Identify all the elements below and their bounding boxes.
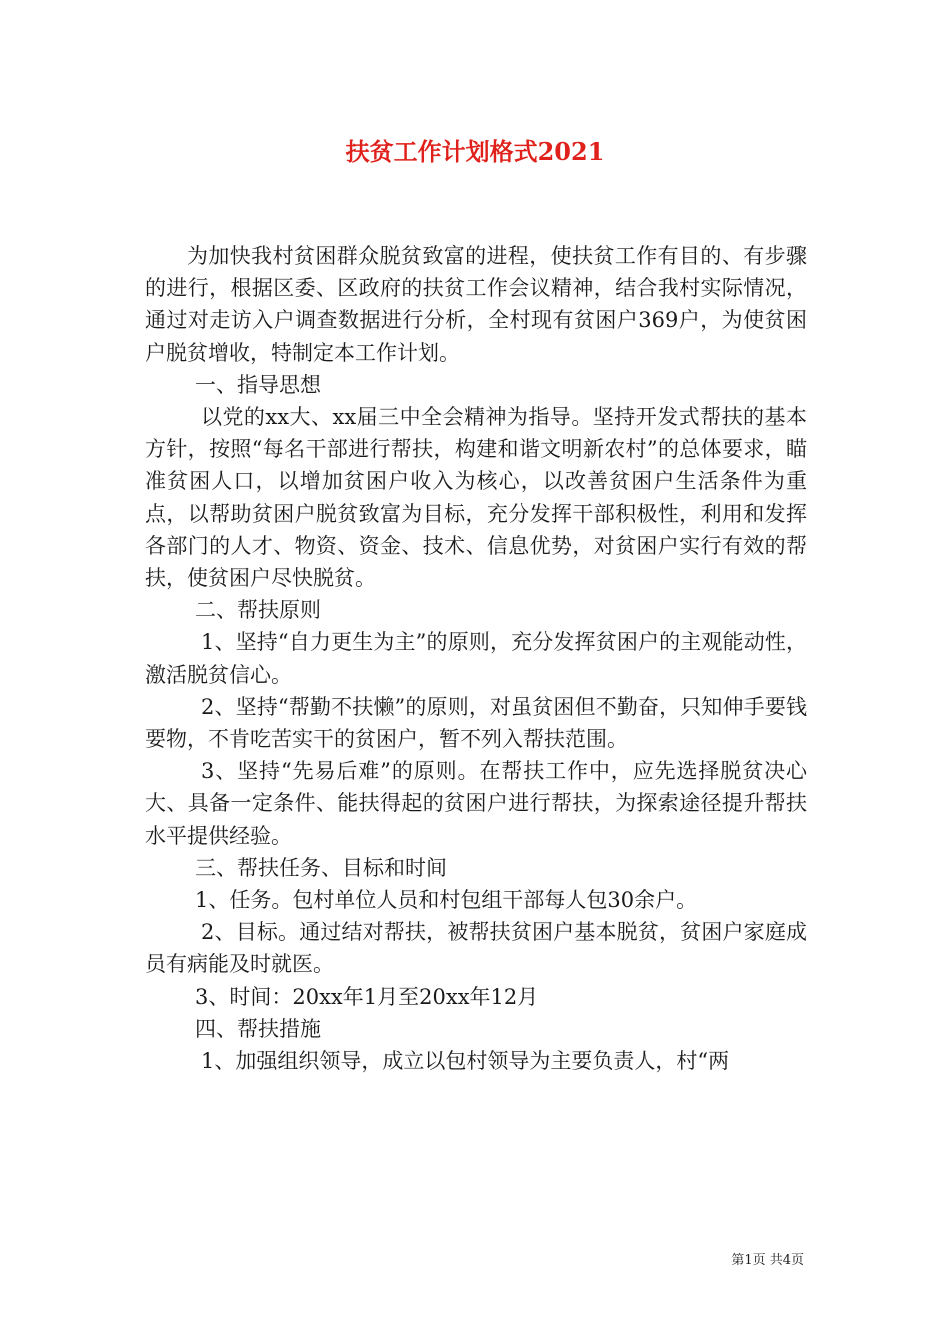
principle-item-1: 1、坚持“自力更生为主”的原则，充分发挥贫困户的主观能动性，激活脱贫信心。 <box>145 630 807 687</box>
task-item-2: 2、目标。通过结对帮扶，被帮扶贫困户基本脱贫，贫困户家庭成员有病能及时就医。 <box>145 920 807 977</box>
principle-item-3: 3、坚持“先易后难”的原则。在帮扶工作中，应先选择脱贫决心大、具备一定条件、能扶得起的贫困户进行帮扶，为探索途径提升帮扶水平提供经验。 <box>145 759 807 848</box>
principle-item-2: 2、坚持“帮勤不扶懒”的原则，对虽贫困但不勤奋，只知伸手要钱要物，不肯吃苦实干的贫困户，暂不列入帮扶范围。 <box>145 694 807 752</box>
measure-item-1: 1、加强组织领导，成立以包村领导为主要负责人，村“两 <box>201 1049 730 1074</box>
section-heading-principles: 二、帮扶原则 <box>195 598 321 623</box>
document-body <box>145 240 807 1077</box>
intro-paragraph: 为加快我村贫困群众脱贫致富的进程，使扶贫工作有目的、有步骤的进行，根据区委、区政府的扶贫工作会议精神，结合我村实际情况，通过对走访入户调查数据进行分析，全村现有贫困户369户，为使贫困户脱贫增收，特制定本工作计划。 <box>145 244 807 365</box>
page-number: 第1页 共4页 <box>731 1253 804 1268</box>
task-item-3: 3、时间：20xx年1月至20xx年12月 <box>195 984 539 1009</box>
paragraph-guiding-thought: 以党的xx大、xx届三中全会精神为指导。坚持开发式帮扶的基本方针，按照“每名干部进行帮扶，构建和谐文明新农村”的总体要求，瞄准贫困人口，以增加贫困户收入为核心，以改善贫困户生活条件为重点，以帮助贫困户脱贫致富为目标，充分发挥干部积极性，利用和发挥各部门的人才、物资、资金、技术、信息优势，对贫困户实行有效的帮扶，使贫困户尽快脱贫。 <box>145 405 807 591</box>
section-heading-measures: 四、帮扶措施 <box>195 1016 321 1041</box>
document-title: 扶贫工作计划格式2021 <box>345 137 605 166</box>
section-heading-guiding-thought: 一、指导思想 <box>195 372 321 397</box>
section-heading-tasks: 三、帮扶任务、目标和时间 <box>195 855 447 880</box>
task-item-1: 1、任务。包村单位人员和村包组干部每人包30余户。 <box>195 888 698 913</box>
